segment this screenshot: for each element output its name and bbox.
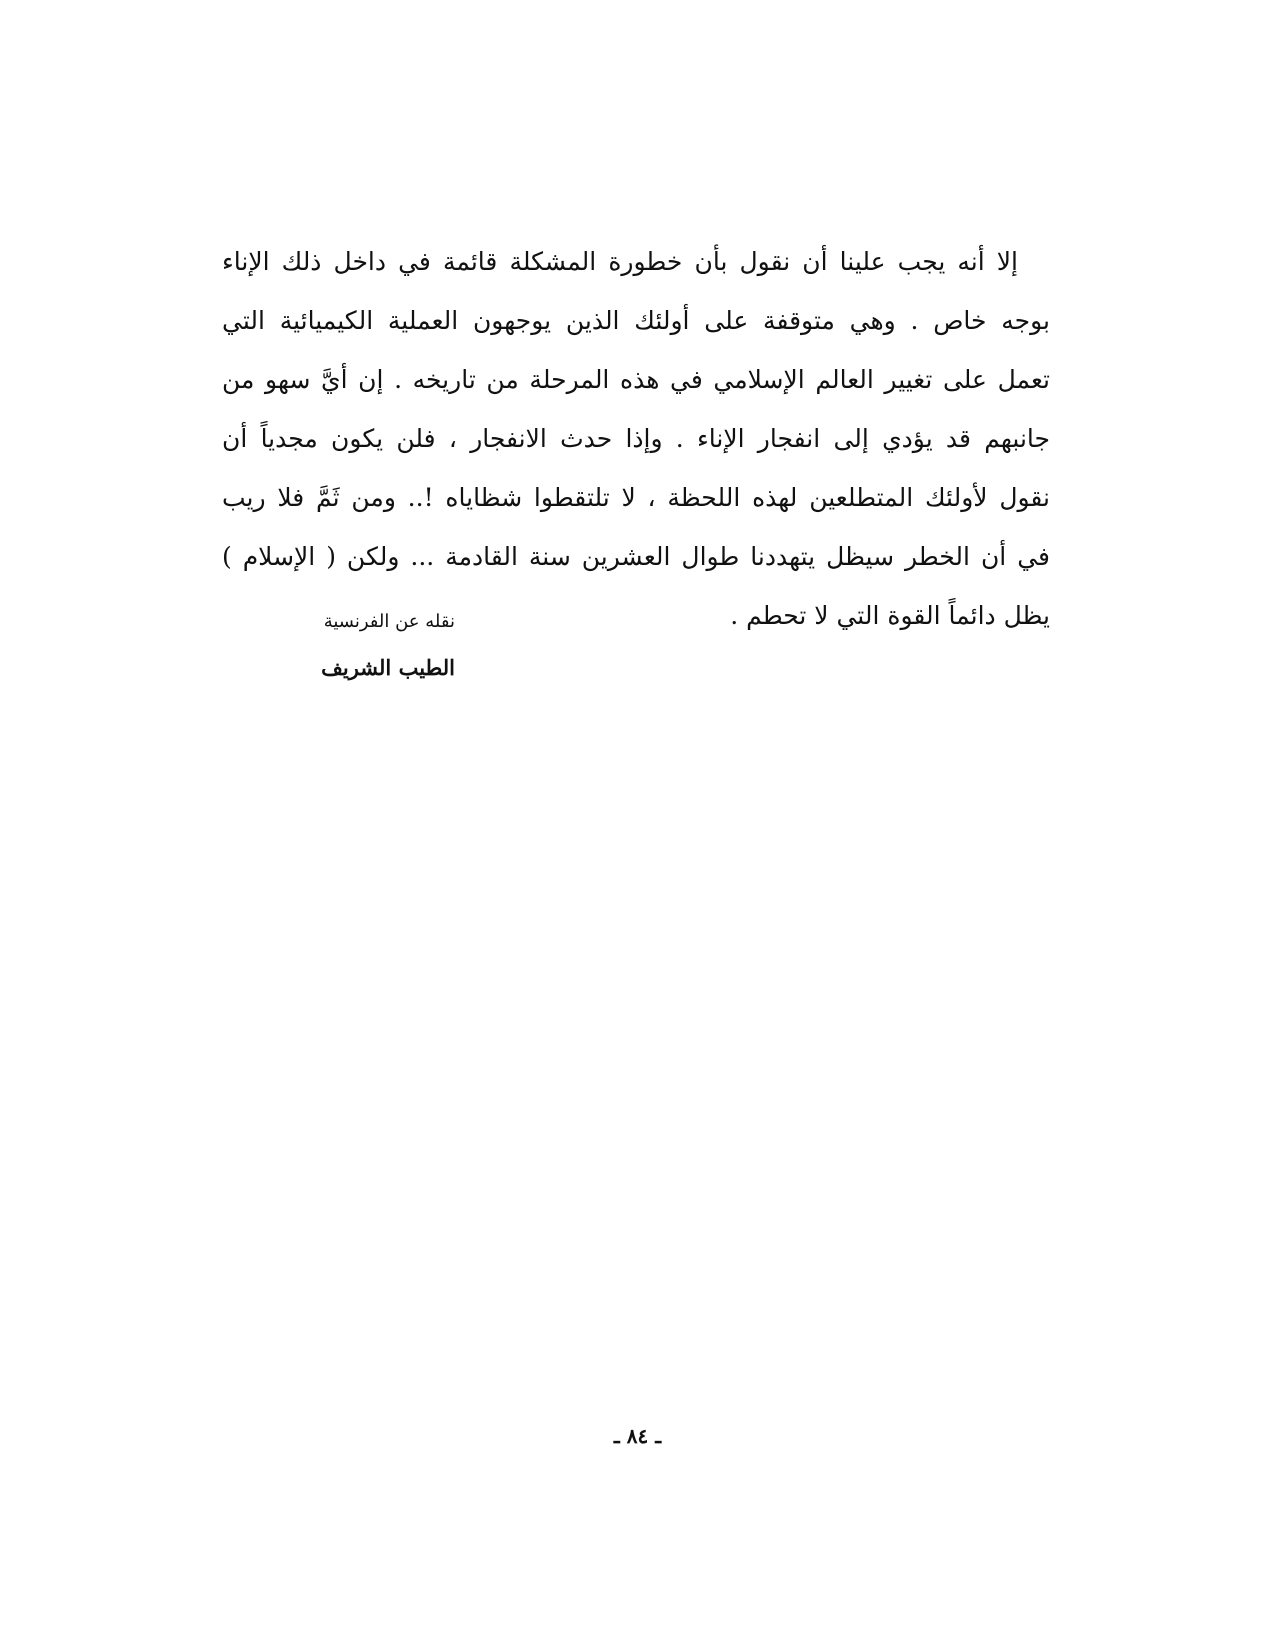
page-number: ـ ٨٤ ـ: [613, 1424, 662, 1448]
paragraph-line: جانبهم قد يؤدي إلى انفجار الإناء . وإذا حدث الانفجار ، فلن يكون مجدياً أن: [222, 424, 1050, 453]
paragraph-line: تعمل على تغيير العالم الإسلامي في هذه المرحلة من تاريخه . إن أيَّ سهو من: [222, 365, 1050, 394]
translator-name: الطيب الشريف: [321, 655, 455, 680]
paragraph-line: بوجه خاص . وهي متوقفة على أولئك الذين يوجهون العملية الكيميائية التي: [222, 306, 1050, 335]
paragraph-line: نقول لأولئك المتطلعين لهذه اللحظة ، لا تلتقطوا شظاياه !.. ومن ثَمَّ فلا ريب: [222, 483, 1051, 512]
paragraph-line: إلا أنه يجب علينا أن نقول بأن خطورة المشكلة قائمة في داخل ذلك الإناء: [222, 247, 1018, 276]
translator-signature: [321, 608, 455, 684]
main-paragraph: [222, 232, 1050, 645]
translation-note: نقله عن الفرنسية: [323, 611, 455, 632]
paragraph-line: يظل دائماً القوة التي لا تحطم .: [730, 601, 1050, 630]
paragraph-line: في أن الخطر سيظل يتهددنا طوال العشرين سنة القادمة ... ولكن ( الإسلام ): [222, 542, 1050, 571]
